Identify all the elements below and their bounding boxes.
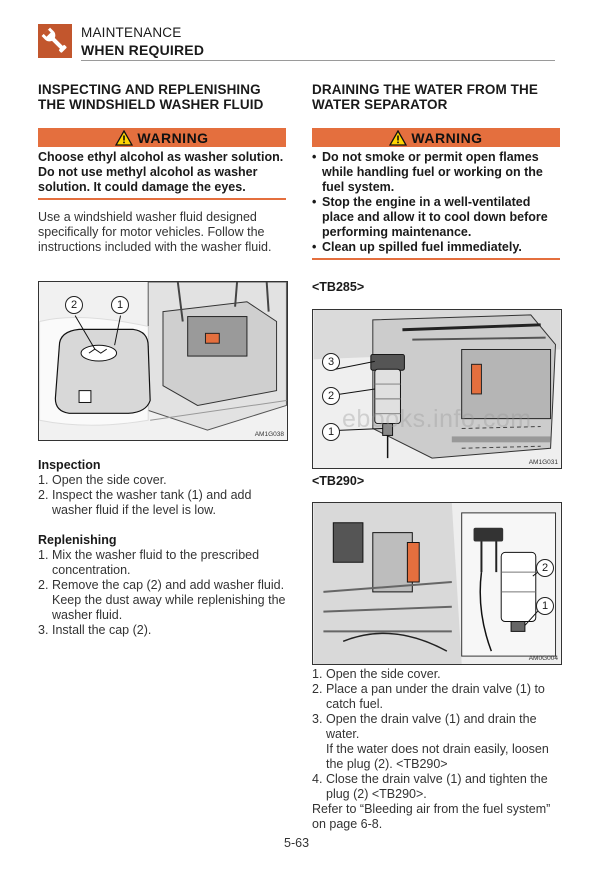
tb290-separator-figure xyxy=(312,502,562,665)
callout-1: 1 xyxy=(322,423,340,441)
list-item: 2. Inspect the washer tank (1) and add washer fluid if the level is low. xyxy=(38,488,252,517)
intro-paragraph: Use a windshield washer fluid designed specifically for motor vehicles. Follow the instructions included with the washer fluid. xyxy=(38,210,272,254)
list-item: 1. Open the side cover. xyxy=(38,473,167,487)
list-item: 3. Open the drain valve (1) and drain the water. xyxy=(312,712,537,741)
washer-tank-figure xyxy=(38,281,288,441)
list-item: 1. Mix the washer fluid to the prescribed concentration. xyxy=(38,548,260,577)
warning-bar xyxy=(312,128,560,147)
step3-note: If the water does not drain easily, loosen the plug (2). <TB290> xyxy=(326,742,549,771)
figure-code: AM1G031 xyxy=(528,459,558,466)
warning-text: Choose ethyl alcohol as washer solution. Do not use methyl alcohol as washer solution. It could damage the eyes. xyxy=(38,150,284,194)
water-separator-section xyxy=(312,82,560,260)
warning-label: WARNING xyxy=(137,129,209,146)
page-number: 5-63 xyxy=(284,836,310,850)
list-item: 1. Open the side cover. xyxy=(312,667,441,681)
watermark: ebooks.info.com xyxy=(342,405,532,433)
water-separator-title: DRAINING THE WATER FROM THE WATER SEPARATOR xyxy=(312,82,538,112)
list-item: 2. Remove the cap (2) and add washer fluid. Keep the dust away while replenishing the washer fluid. xyxy=(38,578,286,622)
washer-fluid-section xyxy=(38,82,286,255)
warning-item: • Stop the engine in a well-ventilated place and allow it to cool down before performing maintenance. xyxy=(312,195,560,240)
reference-note: Refer to “Bleeding air from the fuel system” on page 6-8. xyxy=(312,802,551,831)
callout-3: 3 xyxy=(322,353,340,371)
washer-fluid-title: INSPECTING AND REPLENISHING THE WINDSHIELD WASHER FLUID xyxy=(38,82,264,112)
warning-triangle-icon xyxy=(389,130,407,146)
figure-code: AM1G038 xyxy=(254,431,284,438)
section-title: MAINTENANCE xyxy=(81,25,182,40)
header-divider xyxy=(81,60,555,61)
replenishing-heading: Replenishing xyxy=(38,533,117,547)
drain-steps xyxy=(312,667,560,742)
warning-list xyxy=(312,147,560,258)
warning-label: WARNING xyxy=(411,129,483,146)
replenishing-steps xyxy=(38,548,286,638)
warning-triangle-icon xyxy=(115,130,133,146)
warning-rule xyxy=(38,198,286,200)
list-item: 2. Place a pan under the drain valve (1) to catch fuel. xyxy=(312,682,545,711)
callout-1: 1 xyxy=(536,597,554,615)
drain-steps-cont xyxy=(312,772,560,802)
subsection-title: WHEN REQUIRED xyxy=(81,42,205,58)
inspection-heading: Inspection xyxy=(38,458,101,472)
model-label-tb285: <TB285> xyxy=(312,280,365,294)
warning-bar xyxy=(38,128,286,147)
callout-2: 2 xyxy=(65,296,83,314)
list-item: 4. Close the drain valve (1) and tighten the plug (2) <TB290>. xyxy=(312,772,548,801)
figure-code: AM0G004 xyxy=(528,655,558,662)
tb285-separator-figure xyxy=(312,309,562,469)
drain-procedure xyxy=(312,667,560,832)
washer-procedures xyxy=(38,458,286,638)
warning-rule xyxy=(312,258,560,260)
wrench-icon xyxy=(38,24,72,58)
callout-1: 1 xyxy=(111,296,129,314)
callout-2: 2 xyxy=(536,559,554,577)
callout-2: 2 xyxy=(322,387,340,405)
inspection-steps xyxy=(38,473,286,518)
warning-item: • Clean up spilled fuel immediately. xyxy=(312,240,560,255)
model-label-tb290: <TB290> xyxy=(312,474,365,488)
list-item: 3. Install the cap (2). xyxy=(38,623,152,637)
warning-item: • Do not smoke or permit open flames while handling fuel or working on the fuel system. xyxy=(312,150,560,195)
